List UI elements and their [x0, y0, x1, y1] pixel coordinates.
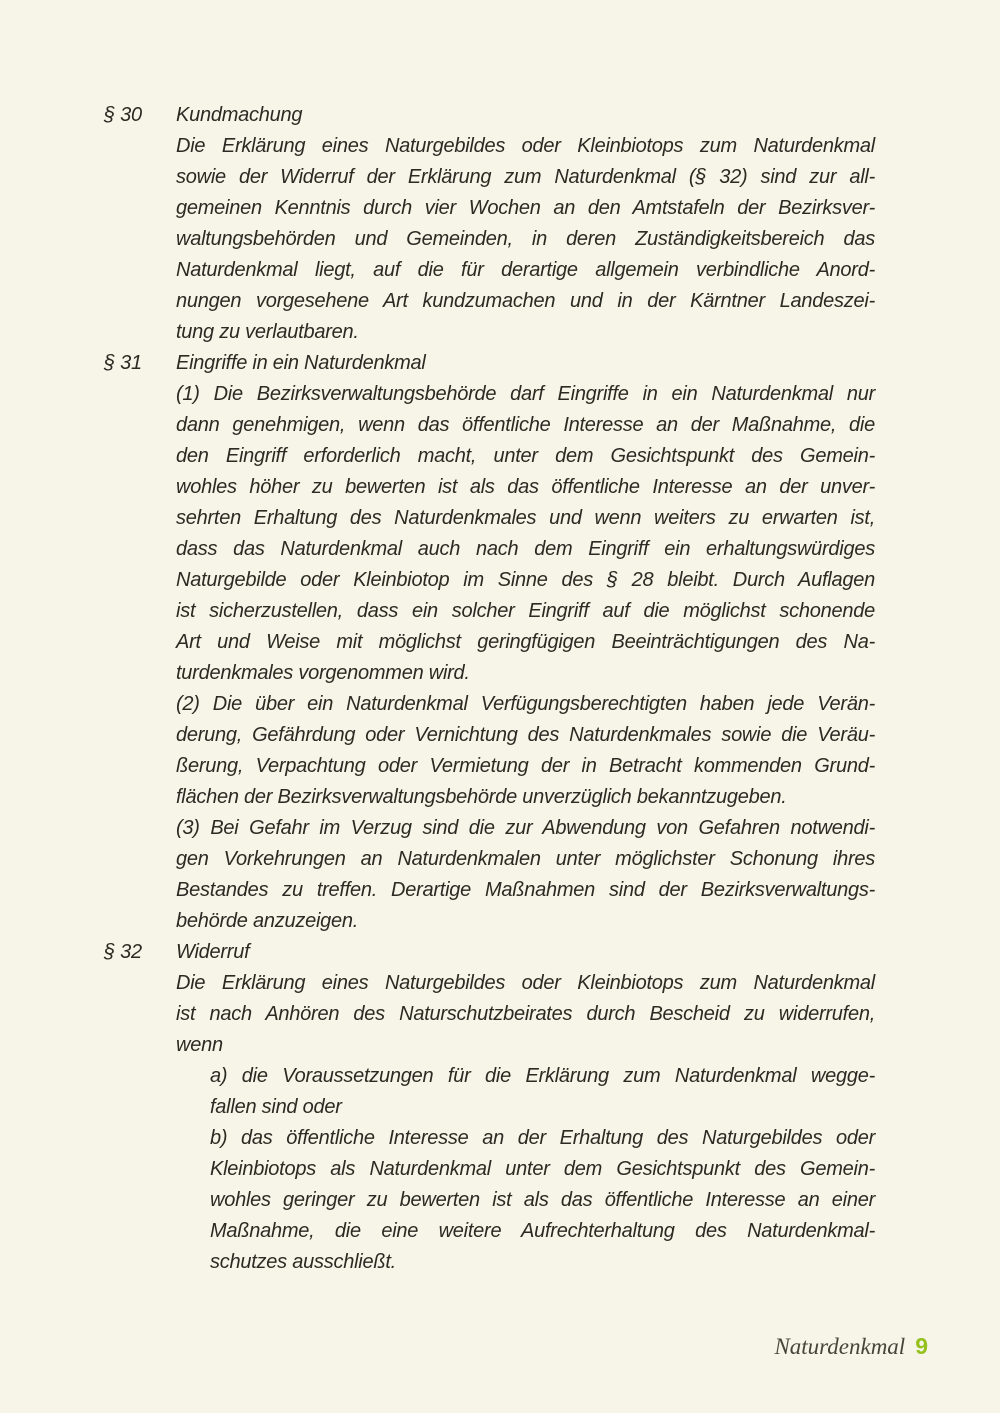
section-heading: Widerruf: [176, 941, 250, 963]
text-line: (1) Die Bezirksverwaltungsbehörde darf Eingriffe in ein Naturdenkmal nur: [176, 383, 875, 405]
section: [104, 100, 875, 348]
text-line: ßerung, Verpachtung oder Vermietung der in Betracht kommenden Grund-: [176, 755, 875, 777]
text-line: wohles geringer zu bewerten ist als das öffentliche Interesse an einer: [210, 1189, 875, 1211]
text-line: flächen der Bezirksverwaltungsbehörde unverzüglich bekanntzugeben.: [176, 786, 787, 808]
section: [104, 348, 875, 937]
text-line: ist nach Anhören des Naturschutzbeirates durch Bescheid zu widerrufen,: [176, 1003, 875, 1025]
text-line: Die Erklärung eines Naturgebildes oder Kleinbiotops zum Naturdenkmal: [176, 135, 875, 157]
section-content: [176, 100, 875, 348]
text-line: Maßnahme, die eine weitere Aufrechterhaltung des Naturdenkmal-: [210, 1220, 875, 1242]
text-line: gen Vorkehrungen an Naturdenkmalen unter möglichster Schonung ihres: [176, 848, 875, 870]
text-line: gemeinen Kenntnis durch vier Wochen an den Amtstafeln der Bezirksver-: [176, 197, 875, 219]
text-line: Naturdenkmal liegt, auf die für derartige allgemein verbindliche Anord-: [176, 259, 875, 281]
text-line: nungen vorgesehene Art kundzumachen und in der Kärntner Landeszei-: [176, 290, 875, 312]
text-line: (3) Bei Gefahr im Verzug sind die zur Abwendung von Gefahren notwendi-: [176, 817, 875, 839]
text-line: schutzes ausschließt.: [210, 1251, 396, 1273]
text-line: Bestandes zu treffen. Derartige Maßnahmen sind der Bezirksverwaltungs-: [176, 879, 875, 901]
section: [104, 937, 875, 1278]
text-line: dass das Naturdenkmal auch nach dem Eingriff ein erhaltungswürdiges: [176, 538, 875, 560]
text-line: (2) Die über ein Naturdenkmal Verfügungsberechtigten haben jede Verän-: [176, 693, 875, 715]
text-line: sehrten Erhaltung des Naturdenkmales und wenn weiters zu erwarten ist,: [176, 507, 875, 529]
section-label: § 30: [104, 104, 142, 126]
text-line: b) das öffentliche Interesse an der Erhaltung des Naturgebildes oder: [210, 1127, 875, 1149]
text-line: ist sicherzustellen, dass ein solcher Eingriff auf die möglichst schonende: [176, 600, 875, 622]
text-line: derung, Gefährdung oder Vernichtung des Naturdenkmales sowie die Veräu-: [176, 724, 875, 746]
text-line: a) die Voraussetzungen für die Erklärung zum Naturdenkmal wegge-: [210, 1065, 875, 1087]
section-content: [176, 937, 875, 1278]
text-line: Art und Weise mit möglichst geringfügigen Beeinträchtigungen des Na-: [176, 631, 875, 653]
text-line: fallen sind oder: [210, 1096, 342, 1118]
page-number: 9: [915, 1333, 928, 1359]
running-title: Naturdenkmal: [774, 1334, 906, 1359]
document-body: [104, 100, 875, 1278]
section-content: [176, 348, 875, 937]
section-label: § 31: [104, 352, 142, 374]
text-line: den Eingriff erforderlich macht, unter dem Gesichtspunkt des Gemein-: [176, 445, 875, 467]
page-footer: [774, 1333, 928, 1360]
text-line: tung zu verlautbaren.: [176, 321, 359, 343]
text-line: Die Erklärung eines Naturgebildes oder Kleinbiotops zum Naturdenkmal: [176, 972, 875, 994]
text-line: Kleinbiotops als Naturdenkmal unter dem Gesichtspunkt des Gemein-: [210, 1158, 875, 1180]
text-line: waltungsbehörden und Gemeinden, in deren Zuständigkeitsbereich das: [176, 228, 875, 250]
text-line: turdenkmales vorgenommen wird.: [176, 662, 470, 684]
text-line: dann genehmigen, wenn das öffentliche Interesse an der Maßnahme, die: [176, 414, 875, 436]
section-heading: Kundmachung: [176, 104, 303, 126]
section-label: § 32: [104, 941, 142, 963]
text-line: wohles höher zu bewerten ist als das öffentliche Interesse an der unver-: [176, 476, 875, 498]
text-line: wenn: [176, 1034, 223, 1056]
section-heading: Eingriffe in ein Naturdenkmal: [176, 352, 426, 374]
text-line: behörde anzuzeigen.: [176, 910, 359, 932]
text-line: sowie der Widerruf der Erklärung zum Naturdenkmal (§ 32) sind zur all-: [176, 166, 875, 188]
text-line: Naturgebilde oder Kleinbiotop im Sinne des § 28 bleibt. Durch Auflagen: [176, 569, 875, 591]
